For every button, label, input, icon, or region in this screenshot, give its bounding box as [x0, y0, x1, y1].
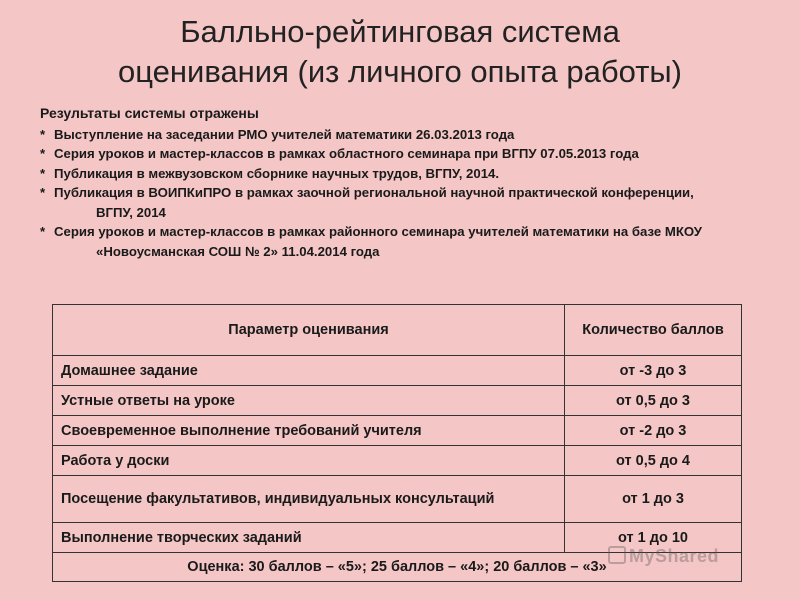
bullet-marker: * — [40, 165, 46, 181]
parameter-cell: Работа у доски — [53, 446, 565, 476]
bullet-marker: * — [40, 185, 46, 200]
presentation-icon — [608, 546, 626, 564]
points-cell: от 0,5 до 4 — [565, 446, 742, 476]
column-header-parameter: Параметр оценивания — [53, 305, 565, 356]
table-header-row — [53, 305, 742, 356]
parameter-cell: Устные ответы на уроке — [53, 386, 565, 416]
result-item-text: Публикация в ВОИПКиПРО в рамках заочной региональной научной практической конференции, ВГПУ, 2014 — [54, 185, 694, 220]
points-cell: от 1 до 10 — [565, 523, 742, 553]
result-item — [40, 144, 720, 164]
result-item — [40, 222, 720, 261]
results-heading: Результаты системы отражены — [40, 105, 259, 121]
points-cell: от -2 до 3 — [565, 416, 742, 446]
table-row — [53, 476, 742, 523]
points-cell: от 0,5 до 3 — [565, 386, 742, 416]
watermark-text: MyShared — [629, 546, 720, 566]
result-item — [40, 164, 720, 184]
points-cell: от -3 до 3 — [565, 356, 742, 386]
results-section — [40, 104, 720, 261]
table-row — [53, 416, 742, 446]
grading-scale-footer: Оценка: 30 баллов – «5»; 25 баллов – «4»; 20 баллов – «3» — [53, 553, 742, 582]
bullet-marker: * — [40, 126, 46, 142]
slide-title-line-1: Балльно-рейтинговая система — [180, 14, 620, 49]
result-item-text: Серия уроков и мастер-классов в рамках областного семинара при ВГПУ 07.05.2013 года — [54, 146, 639, 161]
table-row — [53, 356, 742, 386]
result-item — [40, 125, 720, 145]
bullet-marker: * — [40, 146, 46, 161]
column-header-points: Количество баллов — [565, 305, 742, 356]
table-row — [53, 446, 742, 476]
parameter-cell: Посещение факультативов, индивидуальных консультаций — [53, 476, 565, 523]
watermark — [608, 546, 719, 567]
result-item-text: Публикация в межвузовском сборнике научных трудов, ВГПУ, 2014. — [54, 165, 500, 181]
slide-title — [0, 12, 800, 92]
result-item-text: Выступление на заседании РМО учителей математики 26.03.2013 года — [54, 126, 515, 142]
parameter-cell: Домашнее задание — [53, 356, 565, 386]
table-row — [53, 386, 742, 416]
bullet-marker: * — [40, 224, 46, 239]
parameter-cell: Выполнение творческих заданий — [53, 523, 565, 553]
result-item-text: Серия уроков и мастер-классов в рамках районного семинара учителей математики на базе МКОУ «Новоусманская СОШ № 2» 11.04.2014 года — [54, 224, 703, 259]
grading-table — [52, 304, 742, 582]
result-item — [40, 183, 720, 222]
slide-title-line-2: оценивания (из личного опыта работы) — [118, 54, 682, 89]
points-cell: от 1 до 3 — [565, 476, 742, 523]
parameter-cell: Своевременное выполнение требований учителя — [53, 416, 565, 446]
